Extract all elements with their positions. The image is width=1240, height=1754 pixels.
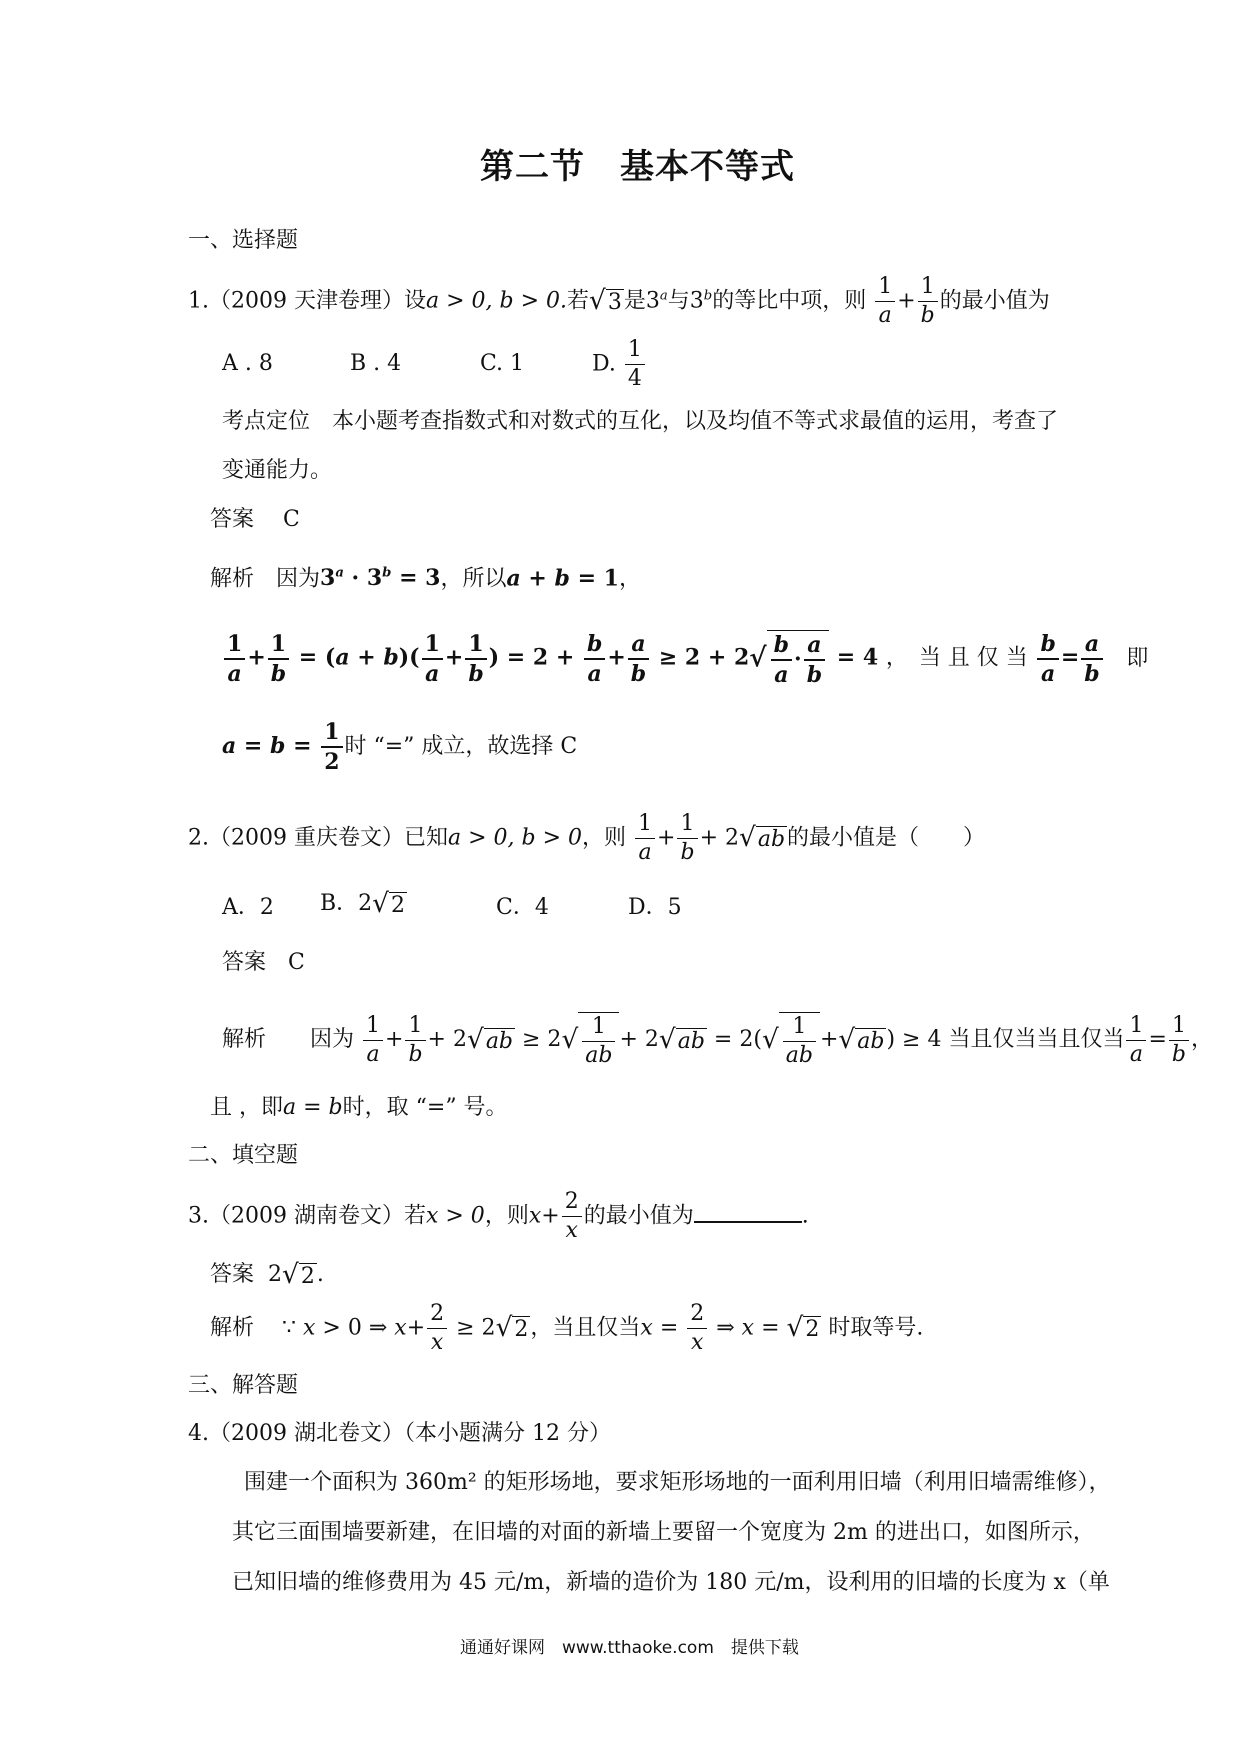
q1-analysis-line-3: a = b = $\frac{1}{2}$ 时 “=” 成立，故选择 C <box>222 719 578 776</box>
q4-paragraph-line-2: 其它三面围墙要新建，在旧墙的对面的新墙上要留一个宽度为 2m 的进出口，如图所示， <box>232 1520 1095 1545</box>
q2-choice-b: B．2√2 <box>320 888 405 919</box>
section-heading-choice: 一、选择题 <box>188 228 299 253</box>
choice-a: A . 8 <box>222 351 273 376</box>
sqrt-3: √3 <box>589 285 622 317</box>
q2-analysis-line-2: 且 ，即a = b时，取 “=” 号。 <box>210 1095 508 1120</box>
question-3: 3.（2009 湖南卷文）若x > 0，则x+ $\frac{2}{x}$ 的最小值为 . <box>188 1189 809 1244</box>
q3-answer: 答案 2√2. <box>210 1259 324 1290</box>
q2-choice-c: C．4 <box>496 895 549 920</box>
q2-choice-d: D．5 <box>628 895 682 920</box>
section-heading-fill: 二、填空题 <box>188 1143 299 1168</box>
section-heading-solve: 三、解答题 <box>188 1373 299 1398</box>
fraction: $\frac{1}{a}$ <box>875 275 895 328</box>
q1-exam-point-line-1: 考点定位 本小题考查指数式和对数式的互化，以及均值不等式求最值的运用，考查了 <box>222 409 1059 434</box>
q1-analysis-line-1: 解析 因为$3^a \cdot 3^b = 3$，所以a + b = 1， <box>210 565 641 592</box>
q2-choice-a: A．2 <box>222 895 274 920</box>
question-2: 2.（2009 重庆卷文）已知a > 0, b > 0，则 $\frac{1}{a}$ + $\frac{1}{b}$ + 2√ab的最小值是（ ） <box>188 811 986 866</box>
answer-blank <box>694 1201 802 1223</box>
choice-d: D. $\frac{1}{4}$ <box>592 338 647 391</box>
choice-b: B . 4 <box>350 351 402 376</box>
page-footer: 通通好课网 www.tthaoke.com 提供下载 <box>460 1638 799 1658</box>
q2-analysis-line-1: 解析 因为 $\frac{1}{a}$ + $\frac{1}{b}$ + 2√ab ≥ 2√ $\frac{1}{ab}$ + 2√ab = 2(√ $\frac{1}{ab}$ +√ab) ≥ 4 当且仅当当且仅当 $\frac{1}{a}$ = $\frac{1}{b}$ ， <box>222 1012 1214 1069</box>
q1-analysis-line-2: $\frac{1}{a}$ + $\frac{1}{b}$ = (a + b)( $\frac{1}{a}$ + $\frac{1}{b}$ ) = 2 + $\frac{b}{a}$ + $\frac{a}{b}$ ≥ 2 + 2√ $\frac{b}{a}$ · $\frac{a}{b}$ = 4 ， 当 且 仅 当 $\frac{b}{a}$ = $\frac{a}{b}$ 即 <box>222 630 1148 687</box>
fraction: $\frac{1}{b}$ <box>918 275 938 328</box>
q4-paragraph-line-3: 已知旧墙的维修费用为 45 元/m，新墙的造价为 180 元/m，设利用的旧墙的长度为 x（单 <box>232 1570 1110 1595</box>
q3-analysis: 解析 ∵ x > 0 ⇒ x+ $\frac{2}{x}$ ≥ 2√2，当且仅当x = $\frac{2}{x}$ ⇒ x = √2 时取等号. <box>210 1301 924 1356</box>
q1-answer: 答案 C <box>210 507 300 532</box>
page-title: 第二节 基本不等式 <box>480 147 795 187</box>
question-4: 4.（2009 湖北卷文）（本小题满分 12 分） <box>188 1421 611 1446</box>
choice-c: C. 1 <box>480 351 525 376</box>
q4-paragraph-line-1: 围建一个面积为 360m² 的矩形场地，要求矩形场地的一面利用旧墙（利用旧墙需维修）， <box>244 1470 1111 1495</box>
q1-exam-point-line-2: 变通能力。 <box>222 458 333 483</box>
q2-answer: 答案 C <box>222 950 305 975</box>
question-1: 1.（2009 天津卷理）设a > 0, b > 0.若√3是3$^a$与3$^b$的等比中项，则 $\frac{1}{a}$ + $\frac{1}{b}$ 的最小值为 <box>188 274 1050 329</box>
